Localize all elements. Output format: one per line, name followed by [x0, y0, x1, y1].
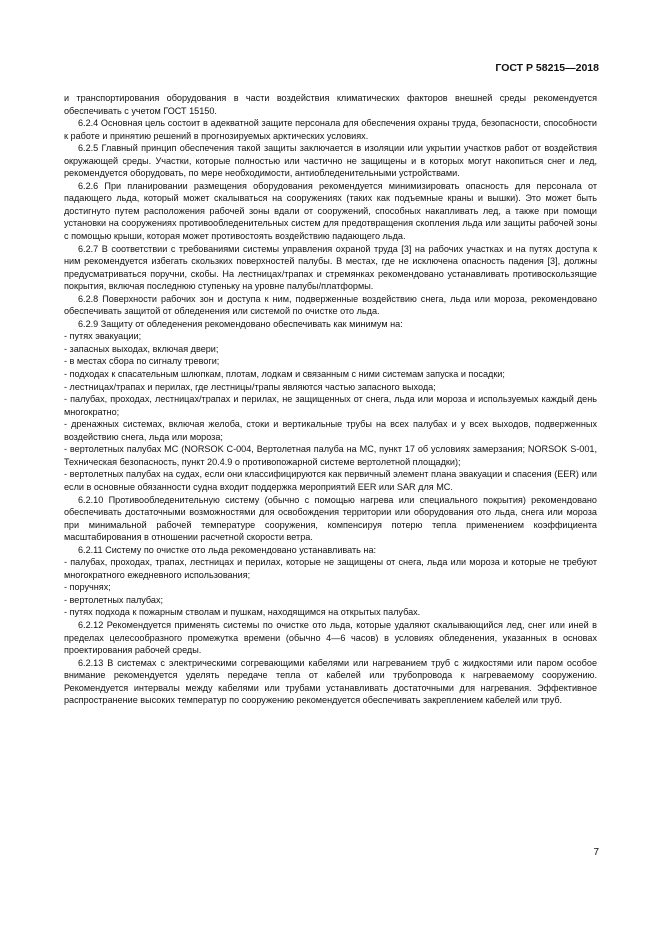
- paragraph: 6.2.13 В системах с электрическими согревающими кабелями или нагреванием труб с жидкостями или паром особое внимание рекомендуется уделять передаче тепла от кабелей или трубопровода к нагреваемому сооружению. Рекомендуется интервалы между кабелями или трубами устанавливать достаточными для нагревания. Эффективное распространение высоких температур по сооружению рекомендуется обеспечивать закреплением кабелей или труб.: [64, 657, 597, 706]
- list-item: - вертолетных палубах МС (NORSOK C-004, Вертолетная палуба на МС, пункт 17 об условиях замерзания; NORSOK S-001, Техническая безопасность, пункт 20.4.9 о противопожарной системе вертолетной площадки);: [64, 444, 597, 467]
- page-number: 7: [593, 847, 599, 858]
- paragraph: 6.2.8 Поверхности рабочих зон и доступа к ним, подверженные воздействию снега, льда или мороза, рекомендовано обеспечивать защитой от обледенения или системой по очистке ото льда.: [64, 293, 597, 317]
- list-item: - вертолетных палубах на судах, если они классифицируются как первичный элемент плана эвакуации и спасения (EER) или если в основные обязанности судна входит поддержка мероприятий EER или SAR для МС.: [64, 469, 597, 492]
- paragraph: 6.2.11 Систему по очистке ото льда рекомендовано устанавливать на:: [78, 544, 377, 555]
- list-item: - путях эвакуации;: [64, 331, 142, 342]
- list-item: - дренажных системах, включая желоба, стоки и вертикальные трубы на всех палубах и у всех выходов, подверженных воздействию снега, льда или мороза;: [64, 419, 597, 442]
- list-item: - подходах к спасательным шлюпкам, плотам, лодкам и связанным с ними системам запуска и посадки;: [64, 369, 505, 380]
- paragraph: 6.2.5 Главный принцип обеспечения такой защиты заключается в изоляции или укрытии участков работ от воздействия окружающей среды. Участки, которые полностью или частично не защищены и в которых могут накопиться снег и лед, рекомендуется оборудовать, по мере необходимости, антиобледенительными устройствами.: [64, 143, 597, 179]
- body-text: [64, 92, 597, 707]
- list-item: - лестницах/трапах и перилах, где лестницы/трапы являются частью запасного выхода;: [64, 381, 436, 392]
- list-item: - запасных выходах, включая двери;: [64, 343, 219, 354]
- list-item: - поручнях;: [64, 582, 111, 593]
- list-item: - палубах, проходах, трапах, лестницах и перилах, которые не защищены от снега, льда или мороза и которые не требуют многократного ежедневного использования;: [64, 557, 597, 580]
- paragraph: и транспортирования оборудования в части воздействия климатических факторов внешней среды рекомендуется обеспечивать с учетом ГОСТ 15150.: [64, 93, 597, 116]
- paragraph: 6.2.9 Защиту от обледенения рекомендовано обеспечивать как минимум на:: [78, 318, 403, 329]
- paragraph: 6.2.7 В соответствии с требованиями системы управления охраной труда [3] на рабочих участках и на путях доступа к ним рекомендуется избегать скользких поверхностей палубы. В местах, где не исключена опасность падения [3], должны предусматриваться поручни, скобы. На лестницах/трапах и стремянках рекомендовано устанавливать противоскользящие покрытия, включая последнюю ступеньку на уровне палубы/платформы.: [64, 243, 597, 292]
- list-item: - путях подхода к пожарным стволам и пушкам, находящимся на открытых палубах.: [64, 607, 421, 618]
- paragraph: 6.2.10 Противообледенительную систему (обычно с помощью нагрева или специального покрытия) рекомендовано обеспечивать достаточными возможностями для освобождения территории или оборудования ото льда, снега или мороза при минимальной рабочей температуре сооружения, компенсируя потерю тепла применением коэффициента масштабирования в отношении расчетной скорости ветра.: [64, 494, 597, 543]
- paragraph: 6.2.12 Рекомендуется применять системы по очистке ото льда, которые удаляют скалывающийся лед, снег или иней в пределах целесообразного промежутка времени (обычно 4—6 часов) в условиях обледенения, указанных в основах проектирования рабочей среды.: [64, 619, 597, 656]
- list-item: - палубах, проходах, лестницах/трапах и перилах, не защищенных от снега, льда или мороза и используемых каждый день многократно;: [64, 394, 597, 417]
- paragraph: 6.2.6 При планировании размещения оборудования рекомендуется минимизировать опасность для персонала от падающего льда, который может скалываться на сооружениях (таких как подъемные краны и вышки). Это может быть достигнуто путем расположения рабочей зоны вдали от сооружений, способных накапливать лед, а также при помощи установки на сооружениях противообледенительных систем для предотвращения скопления льда или защиты рабочей зоны с помощью крыши, которая может противостоять воздействию падающего льда.: [64, 180, 597, 242]
- standard-designation: ГОСТ Р 58215—2018: [495, 62, 599, 74]
- paragraph: 6.2.4 Основная цель состоит в адекватной защите персонала для обеспечения охраны труда, безопасности, способности к работе и принятию решений в прогнозируемых арктических условиях.: [64, 118, 597, 141]
- list-item: - в местах сбора по сигналу тревоги;: [64, 356, 220, 367]
- list-item: - вертолетных палубах;: [64, 594, 164, 605]
